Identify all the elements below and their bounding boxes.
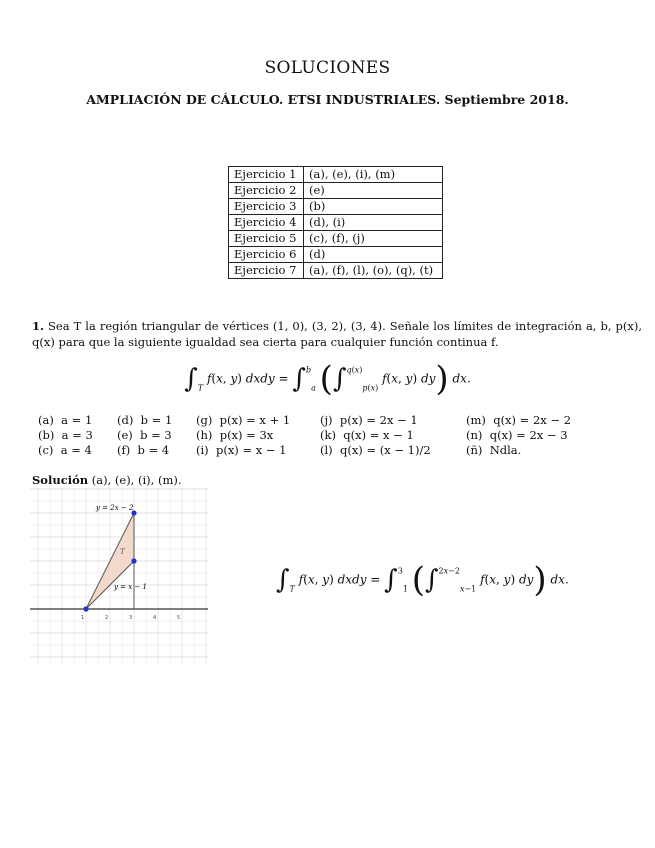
option-j: (j) p(x) = 2x − 1	[320, 413, 418, 427]
option-g: (g) p(x) = x + 1	[196, 413, 291, 427]
exercise-cell: Ejercicio 7	[229, 263, 304, 279]
tick-x-2: 2	[105, 615, 109, 621]
integral-equation: $\int_T$ f(x, y) dxdy = ∫$^b_a$ (∫$^{q(x)}_{p(x)}$ f(x, y) dy) dx.	[184, 359, 471, 399]
problem-number: 1.	[32, 319, 45, 333]
table-row	[229, 247, 443, 263]
option-ntilde: (ñ) Ndla.	[466, 443, 522, 457]
problem-text: Sea T la región triangular de vértices (1, 0), (3, 2), (3, 4). Señale los límites de integración a, b, p(x), q(x) para que la siguiente igualdad sea cierta para cualquier función continua f.	[32, 319, 642, 349]
option-e: (e) b = 3	[117, 428, 172, 442]
tick-x-5: 5	[177, 615, 181, 621]
option-h: (h) p(x) = 3x	[196, 428, 274, 442]
solution-integral: $\int_T$ f(x, y) dxdy = ∫$^3_1$ (∫$^{2x-2}_{x-1}$ f(x, y) dy) dx.	[276, 560, 569, 600]
option-l: (l) q(x) = (x − 1)/2	[320, 443, 431, 457]
answer-cell: (d), (i)	[304, 215, 443, 231]
option-b: (b) a = 3	[38, 428, 93, 442]
answer-cell: (a), (f), (l), (o), (q), (t)	[304, 263, 443, 279]
solution-line	[32, 473, 182, 487]
option-m: (m) q(x) = 2x − 2	[466, 413, 572, 427]
option-k: (k) q(x) = x − 1	[320, 428, 414, 442]
table-row	[229, 199, 443, 215]
exercise-cell: Ejercicio 6	[229, 247, 304, 263]
problem-statement	[32, 318, 642, 350]
answer-cell: (b)	[304, 199, 443, 215]
answer-cell: (e)	[304, 183, 443, 199]
answer-cell: (d)	[304, 247, 443, 263]
exercise-cell: Ejercicio 3	[229, 199, 304, 215]
exercise-cell: Ejercicio 5	[229, 231, 304, 247]
solution-label: Solución	[32, 473, 89, 487]
answer-cell: (a), (e), (i), (m)	[304, 167, 443, 183]
page-subtitle: AMPLIACIÓN DE CÁLCULO. ETSI INDUSTRIALES. Septiembre 2018.	[86, 92, 569, 107]
solutions-table	[228, 166, 443, 279]
table-row	[229, 167, 443, 183]
region-graph	[30, 488, 208, 664]
label-lower-line: y = x − 1	[114, 583, 147, 591]
label-upper-line: y = 2x − 2	[96, 504, 134, 512]
table-row	[229, 215, 443, 231]
table-row	[229, 183, 443, 199]
table-row	[229, 263, 443, 279]
tick-x-1: 1	[81, 615, 85, 621]
label-region: T	[120, 548, 125, 556]
vertex-1-0	[83, 606, 88, 611]
answer-cell: (c), (f), (j)	[304, 231, 443, 247]
exercise-cell: Ejercicio 2	[229, 183, 304, 199]
option-c: (c) a = 4	[38, 443, 92, 457]
table-row	[229, 231, 443, 247]
option-n: (n) q(x) = 2x − 3	[466, 428, 568, 442]
solution-answers: (a), (e), (i), (m).	[91, 473, 182, 487]
option-a: (a) a = 1	[38, 413, 93, 427]
exercise-cell: Ejercicio 4	[229, 215, 304, 231]
page-title: SOLUCIONES	[264, 58, 391, 78]
vertex-3-2	[131, 558, 136, 563]
option-d: (d) b = 1	[117, 413, 173, 427]
tick-x-4: 4	[153, 615, 157, 621]
option-f: (f) b = 4	[117, 443, 170, 457]
option-i: (i) p(x) = x − 1	[196, 443, 287, 457]
exercise-cell: Ejercicio 1	[229, 167, 304, 183]
tick-x-3: 3	[129, 615, 133, 621]
